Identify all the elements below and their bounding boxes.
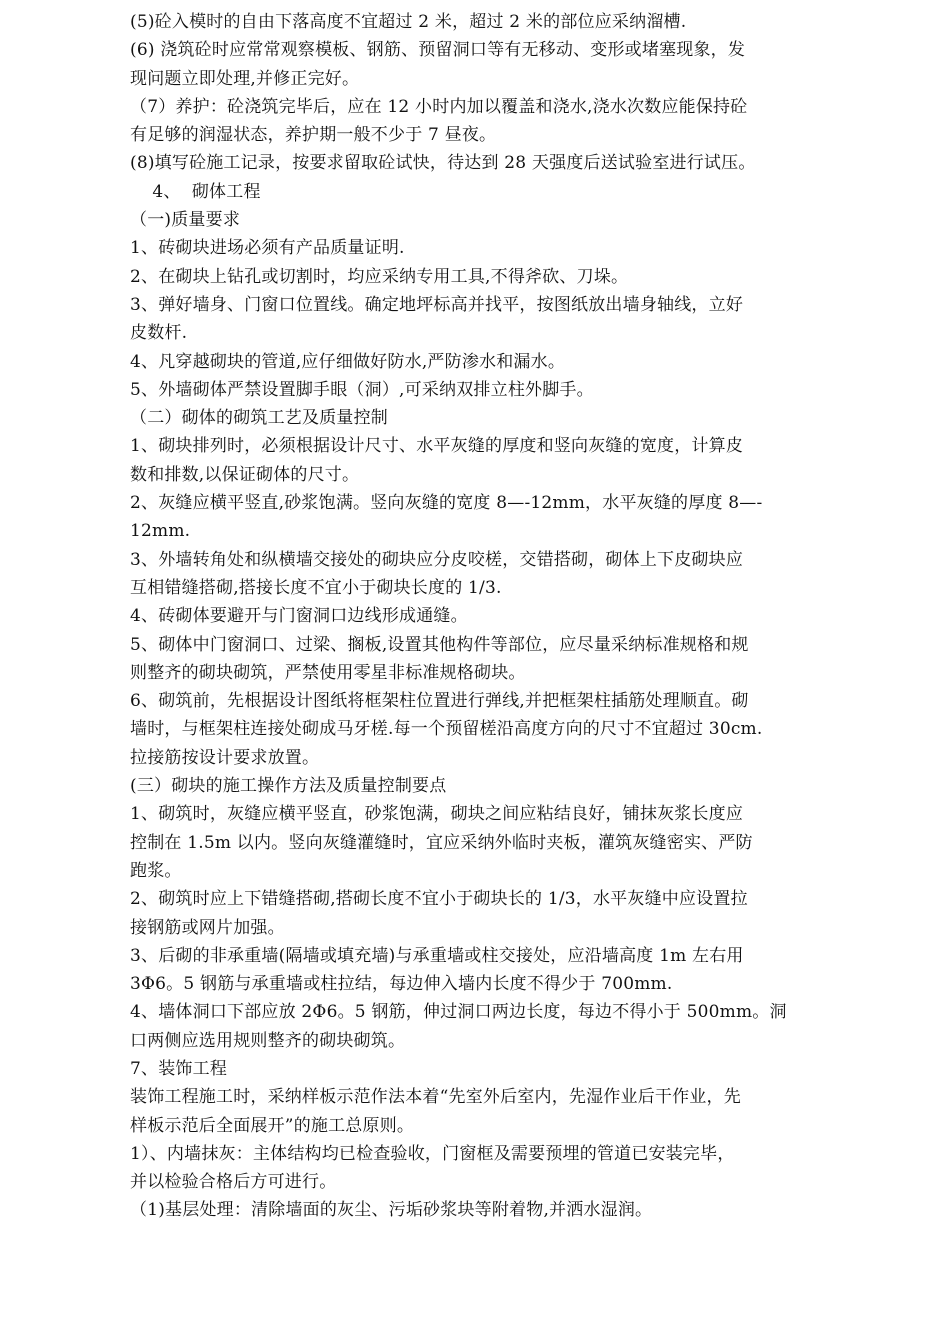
text-line: 1、砌块排列时，必须根据设计尺寸、水平灰缝的厚度和竖向灰缝的宽度，计算皮 [130,436,744,457]
text-line: 有足够的润湿状态，养护期一般不少于 7 昼夜。 [130,125,497,146]
text-line: 4、砖砌体要避开与门窗洞口边线形成通缝。 [130,606,468,627]
text-line: 1）、内墙抹灰：主体结构均已检查验收，门窗框及需要预埋的管道已安装完毕， [130,1143,735,1164]
text-line: 数和排数,以保证砌体的尺寸。 [130,464,360,485]
section-heading: 4、 砌体工程 [130,181,261,202]
text-line: 口两侧应选用规则整齐的砌块砌筑。 [130,1030,406,1051]
text-line: 3、弹好墙身、门窗口位置线。确定地坪标高并找平，按图纸放出墙身轴线，立好 [130,294,744,315]
text-line: 3、外墙转角处和纵横墙交接处的砌块应分皮咬槎，交错搭砌，砌体上下皮砌块应 [130,549,744,570]
text-line: 5、砌体中门窗洞口、过梁、搁板,设置其他构件等部位，应尽量采纳标准规格和规 [130,634,749,655]
subsection-heading: （一)质量要求 [130,210,241,231]
text-line: 拉接筋按设计要求放置。 [130,747,320,768]
text-line: 2、在砌块上钻孔或切割时，均应采纳专用工具,不得斧砍、刀垛。 [130,266,629,287]
text-line: 互相错缝搭砌,搭接长度不宜小于砌块长度的 1/3. [130,577,502,598]
text-line: 样板示范后全面展开”的施工总原则。 [130,1115,415,1136]
subsection-heading: （二）砌体的砌筑工艺及质量控制 [130,408,388,429]
text-line: 跑浆。 [130,860,182,881]
document-page [130,8,830,1225]
text-line: （1)基层处理：清除墙面的灰尘、污垢砂浆块等附着物,并洒水湿润。 [130,1200,653,1221]
text-line: 4、凡穿越砌块的管道,应仔细做好防水,严防渗水和漏水。 [130,351,566,372]
text-line: 5、外墙砌体严禁设置脚手眼（洞）,可采纳双排立柱外脚手。 [130,379,594,400]
text-line: 控制在 1.5m 以内。竖向灰缝灌缝时，宜应采纳外临时夹板，灌筑灰缝密实、严防 [130,832,753,853]
text-line: 12mm. [130,521,191,542]
text-line: 4、墙体洞口下部应放 2Φ6。5 钢筋，伸过洞口两边长度，每边不得小于 500mm。洞 [130,1002,787,1023]
text-line: 3Φ6。5 钢筋与承重墙或柱拉结，每边伸入墙内长度不得少于 700mm. [130,974,673,995]
text-line: 2、灰缝应横平竖直,砂浆饱满。竖向灰缝的宽度 8—-12mm，水平灰缝的厚度 8—- [130,493,763,514]
text-line: (8)填写砼施工记录，按要求留取砼试快，待达到 28 天强度后送试验室进行试压。 [130,153,756,174]
text-line: 接钢筋或网片加强。 [130,917,285,938]
text-line: (6) 浇筑砼时应常常观察模板、钢筋、预留洞口等有无移动、变形或堵塞现象，发 [130,40,746,61]
section-heading: 7、装饰工程 [130,1058,228,1079]
text-line: 皮数杆. [130,323,188,344]
text-line: 装饰工程施工时，采纳样板示范作法本着“先室外后室内，先湿作业后干作业，先 [130,1087,741,1108]
text-line: 1、砌筑时，灰缝应横平竖直，砂浆饱满，砌块之间应粘结良好，铺抹灰浆长度应 [130,804,744,825]
text-line: 1、砖砌块进场必须有产品质量证明. [130,238,405,259]
text-line: 墙时，与框架柱连接处砌成马牙槎.每一个预留槎沿高度方向的尺寸不宜超过 30cm. [130,719,763,740]
text-line: (5)砼入模时的自由下落高度不宜超过 2 米，超过 2 米的部位应采纳溜槽. [130,12,687,32]
text-line: 并以检验合格后方可进行。 [130,1172,337,1193]
text-line: 则整齐的砌块砌筑，严禁使用零星非标准规格砌块。 [130,662,526,683]
text-line: 3、后砌的非承重墙(隔墙或填充墙)与承重墙或柱交接处，应沿墙高度 1m 左右用 [130,945,744,966]
text-line: 2、砌筑时应上下错缝搭砌,搭砌长度不宜小于砌块长的 1/3，水平灰缝中应设置拉 [130,889,748,910]
text-line: （7）养护：砼浇筑完毕后，应在 12 小时内加以覆盖和浇水,浇水次数应能保持砼 [130,96,748,117]
text-line: 现问题立即处理,并修正完好。 [130,68,360,89]
subsection-heading: (三）砌块的施工操作方法及质量控制要点 [130,776,447,797]
text-line: 6、砌筑前，先根据设计图纸将框架柱位置进行弹线,并把框架柱插筋处理顺直。砌 [130,691,749,712]
